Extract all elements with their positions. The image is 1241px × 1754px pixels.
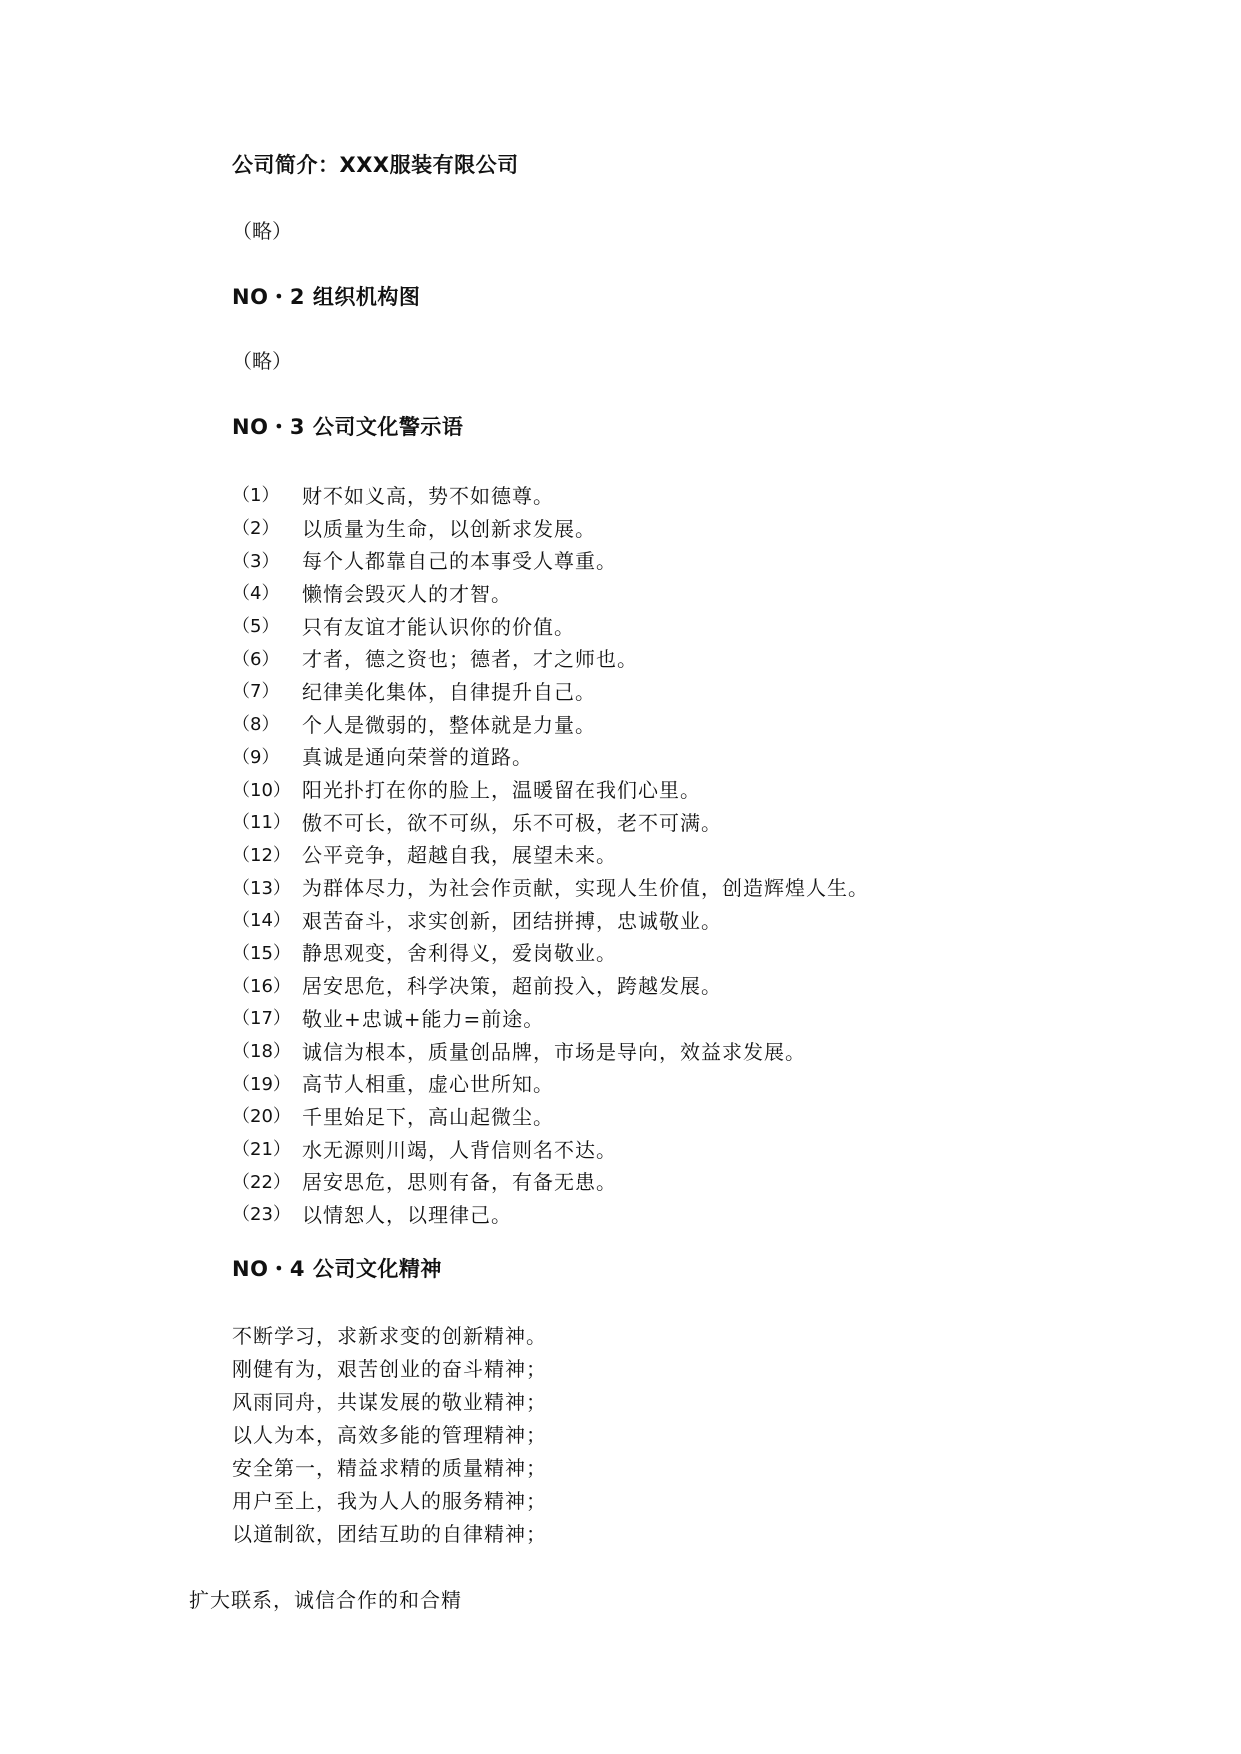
motto-text: 懒惰会毁灭人的才智。 [302,581,512,606]
motto-item [232,674,869,707]
culture-spirit-last-line: 扩大联系，诚信合作的和合精 [189,1588,462,1612]
motto-item [232,511,869,544]
org-chart-placeholder: （略） [232,349,292,373]
motto-text: 个人是微弱的，整体就是力量。 [302,712,596,737]
motto-number: （4） [232,583,280,605]
motto-text: 千里始足下，高山起微尘。 [302,1104,554,1129]
motto-item [232,805,869,838]
company-intro-heading: 公司简介：XXX服装有限公司 [232,153,519,177]
motto-number: （11） [232,812,291,834]
motto-item [232,543,869,576]
motto-number: （3） [232,550,280,572]
culture-spirit-list [232,1320,547,1551]
motto-text: 真诚是通向荣誉的道路。 [302,745,533,770]
motto-item [232,903,869,936]
motto-item [232,1099,869,1132]
motto-text: 水无源则川竭，人背信则名不达。 [302,1137,617,1162]
motto-text: 公平竞争，超越自我，展望未来。 [302,843,617,868]
motto-text: 只有友谊才能认识你的价值。 [302,614,575,639]
motto-text: 静思观变，舍利得义，爱岗敬业。 [302,941,617,966]
spirit-item: 风雨同舟，共谋发展的敬业精神； [232,1390,547,1414]
motto-item [232,1132,869,1165]
motto-number: （7） [232,681,280,703]
motto-number: （10） [232,779,291,801]
motto-number: （18） [232,1041,291,1063]
motto-item [232,1197,869,1230]
spirit-item: 安全第一，精益求精的质量精神； [232,1456,547,1480]
motto-item [232,838,869,871]
motto-item [232,1164,869,1197]
culture-mottos-heading: NO・3 公司文化警示语 [232,415,464,439]
motto-item [232,1066,869,1099]
motto-number: （6） [232,648,280,670]
culture-mottos-list [232,478,869,1230]
company-intro-placeholder: （略） [232,219,292,243]
motto-number: （15） [232,942,291,964]
motto-text: 每个人都靠自己的本事受人尊重。 [302,549,617,574]
motto-text: 才者，德之资也；德者，才之师也。 [302,647,638,672]
motto-text: 财不如义高，势不如德尊。 [302,483,554,508]
motto-item [232,1001,869,1034]
motto-text: 傲不可长，欲不可纵，乐不可极，老不可满。 [302,810,722,835]
motto-number: （9） [232,746,280,768]
motto-item [232,936,869,969]
motto-text: 纪律美化集体，自律提升自己。 [302,679,596,704]
spirit-item: 刚健有为，艰苦创业的奋斗精神； [232,1357,547,1381]
motto-number: （19） [232,1073,291,1095]
motto-text: 居安思危，思则有备，有备无患。 [302,1170,617,1195]
motto-text: 敬业+忠诚+能力=前途。 [302,1006,545,1031]
motto-number: （1） [232,485,280,507]
motto-number: （23） [232,1204,291,1226]
motto-item [232,772,869,805]
motto-number: （22） [232,1171,291,1193]
motto-item [232,870,869,903]
motto-number: （17） [232,1008,291,1030]
spirit-item: 以人为本，高效多能的管理精神； [232,1423,547,1447]
motto-item [232,1034,869,1067]
motto-item [232,576,869,609]
motto-item [232,641,869,674]
motto-number: （20） [232,1106,291,1128]
motto-number: （12） [232,844,291,866]
motto-item [232,968,869,1001]
spirit-item: 用户至上，我为人人的服务精神； [232,1489,547,1513]
motto-item [232,740,869,773]
motto-item [232,609,869,642]
motto-number: （8） [232,714,280,736]
motto-number: （13） [232,877,291,899]
motto-number: （2） [232,518,280,540]
motto-text: 居安思危，科学决策，超前投入，跨越发展。 [302,974,722,999]
motto-number: （16） [232,975,291,997]
motto-text: 诚信为根本，质量创品牌，市场是导向，效益求发展。 [302,1039,806,1064]
spirit-item: 以道制欲，团结互助的自律精神； [232,1522,547,1546]
motto-number: （5） [232,616,280,638]
motto-text: 以情恕人，以理律己。 [302,1202,512,1227]
motto-item [232,478,869,511]
motto-text: 为群体尽力，为社会作贡献，实现人生价值，创造辉煌人生。 [302,876,869,901]
motto-item [232,707,869,740]
motto-number: （14） [232,910,291,932]
motto-number: （21） [232,1139,291,1161]
motto-text: 阳光扑打在你的脸上，温暖留在我们心里。 [302,778,701,803]
org-chart-heading: NO・2 组织机构图 [232,285,421,309]
motto-text: 高节人相重，虚心世所知。 [302,1072,554,1097]
spirit-item: 不断学习，求新求变的创新精神。 [232,1324,547,1348]
motto-text: 以质量为生命，以创新求发展。 [302,516,596,541]
culture-spirit-heading: NO・4 公司文化精神 [232,1257,442,1281]
motto-text: 艰苦奋斗，求实创新，团结拼搏，忠诚敬业。 [302,908,722,933]
